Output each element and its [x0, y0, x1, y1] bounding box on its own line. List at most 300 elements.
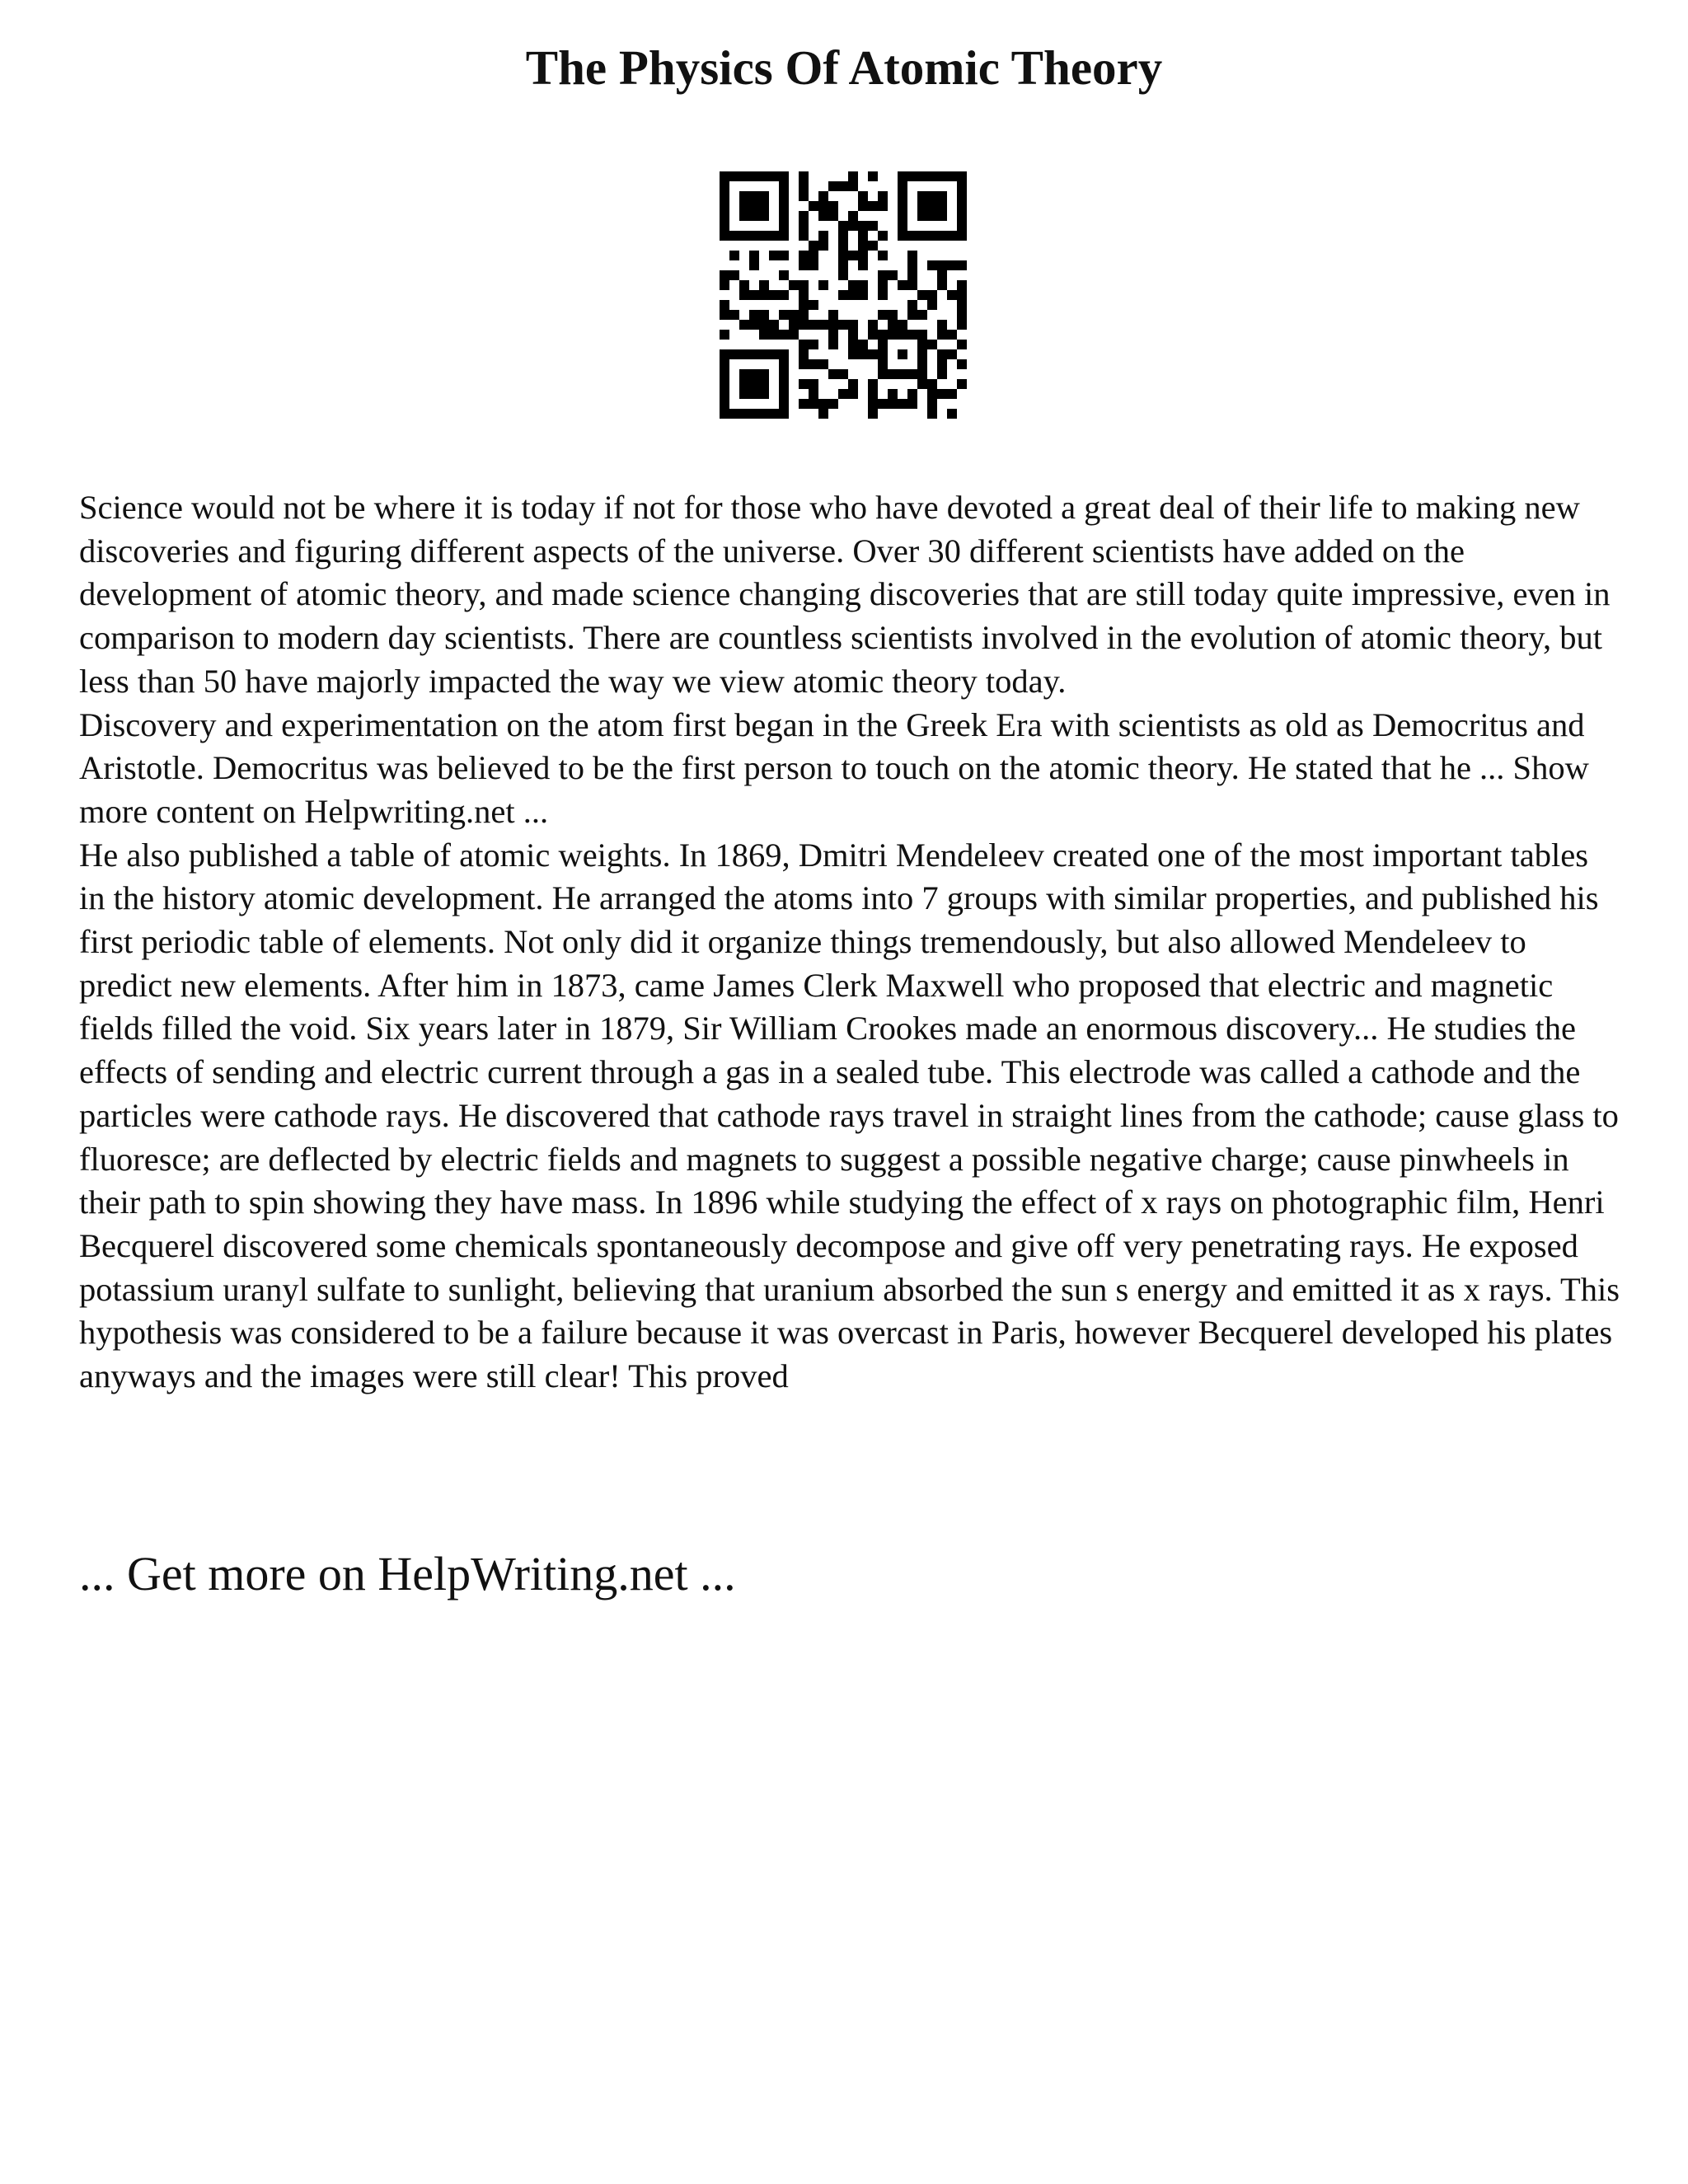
- qr-module: [888, 389, 898, 399]
- qr-module: [799, 221, 809, 231]
- qr-module: [848, 221, 858, 231]
- qr-module: [720, 280, 729, 290]
- qr-module: [947, 330, 957, 340]
- qr-module: [809, 320, 818, 330]
- qr-module: [878, 340, 888, 349]
- qr-module: [799, 320, 809, 330]
- qr-module: [898, 349, 907, 359]
- qr-module: [759, 231, 769, 241]
- qr-module: [779, 270, 789, 280]
- qr-module: [848, 171, 858, 181]
- qr-module: [868, 171, 878, 181]
- qr-module: [957, 231, 967, 241]
- qr-module: [888, 310, 898, 320]
- qr-module: [799, 359, 809, 369]
- qr-module: [917, 340, 927, 349]
- qr-module: [769, 330, 779, 340]
- qr-module: [779, 330, 789, 340]
- qr-module: [947, 290, 957, 300]
- qr-module: [927, 211, 937, 221]
- qr-module: [809, 389, 818, 399]
- qr-module: [898, 399, 907, 409]
- qr-module: [749, 191, 759, 201]
- qr-module: [779, 409, 789, 419]
- qr-module: [739, 379, 749, 389]
- qr-module: [759, 379, 769, 389]
- qr-module: [838, 290, 848, 300]
- qr-module: [759, 389, 769, 399]
- qr-module: [957, 191, 967, 201]
- qr-module: [809, 300, 818, 310]
- qr-module: [878, 231, 888, 241]
- qr-module: [799, 280, 809, 290]
- qr-module: [739, 409, 749, 419]
- qr-module: [957, 181, 967, 191]
- qr-module: [858, 280, 868, 290]
- qr-module: [749, 379, 759, 389]
- qr-module: [898, 171, 907, 181]
- qr-code-graphic: [720, 171, 967, 419]
- qr-module: [937, 280, 947, 290]
- qr-module: [799, 290, 809, 300]
- qr-module: [878, 310, 888, 320]
- page-title: The Physics Of Atomic Theory: [525, 40, 1163, 95]
- qr-module: [927, 399, 937, 409]
- qr-module: [868, 409, 878, 419]
- qr-module: [937, 389, 947, 399]
- qr-module: [917, 349, 927, 359]
- qr-module: [799, 349, 809, 359]
- qr-module: [779, 369, 789, 379]
- qr-module: [720, 330, 729, 340]
- qr-module: [878, 191, 888, 201]
- qr-module: [927, 300, 937, 310]
- qr-module: [779, 310, 789, 320]
- qr-module: [749, 320, 759, 330]
- qr-module: [749, 211, 759, 221]
- qr-module: [818, 359, 828, 369]
- qr-module: [759, 349, 769, 359]
- qr-module: [937, 171, 947, 181]
- qr-module: [769, 349, 779, 359]
- qr-module: [739, 191, 749, 201]
- qr-module: [937, 359, 947, 369]
- qr-module: [779, 379, 789, 389]
- qr-module: [927, 379, 937, 389]
- qr-module: [907, 310, 917, 320]
- qr-module: [720, 231, 729, 241]
- qr-module: [937, 369, 947, 379]
- qr-module: [809, 379, 818, 389]
- qr-module: [838, 270, 848, 280]
- qr-module: [858, 260, 868, 270]
- qr-module: [878, 280, 888, 290]
- qr-module: [957, 211, 967, 221]
- qr-module: [858, 221, 868, 231]
- qr-module: [907, 389, 917, 399]
- qr-module: [957, 359, 967, 369]
- qr-module: [720, 389, 729, 399]
- qr-module: [809, 359, 818, 369]
- qr-module: [907, 171, 917, 181]
- qr-module: [720, 211, 729, 221]
- qr-module: [779, 201, 789, 211]
- paragraph-history: He also published a table of atomic weights. In 1869, Dmitri Mendeleev created one of the most important tables in the history atomic development. He arranged the atoms into 7 groups with similar properties, and published his first periodic table of elements. Not only did it organize things tremendously, but also allowed Mendeleev to predict new elements. After him in 1873, came James Clerk Maxwell who proposed that electric and magnetic fields filled the void. Six years later in 1879, Sir William Crookes made an enormous discovery... He studies the effects of sending and electric current through a gas in a sealed tube. This electrode was called a cathode and the particles were cathode rays. He discovered that cathode rays travel in straight lines from the cathode; cause glass to fluoresce; are deflected by electric fields and magnets to suggest a possible negative charge; cause pinwheels in their path to spin showing they have mass. In 1896 while studying the effect of x rays on photographic film, Henri Becquerel discovered some chemicals spontaneously decompose and give off very penetrating rays. He exposed potassium uranyl sulfate to sunlight, believing that uranium absorbed the sun s energy and emitted it as x rays. This hypothesis was considered to be a failure because it was overcast in Paris, however Becquerel developed his plates anyways and the images were still clear! This proved: [79, 836, 1620, 1395]
- qr-module: [799, 211, 809, 221]
- qr-module: [907, 270, 917, 280]
- qr-module: [759, 201, 769, 211]
- qr-module: [739, 320, 749, 330]
- qr-module: [720, 181, 729, 191]
- qr-module: [888, 270, 898, 280]
- get-more-link[interactable]: ... Get more on HelpWriting.net ...: [79, 1547, 736, 1601]
- qr-module: [779, 399, 789, 409]
- qr-module: [838, 251, 848, 260]
- qr-module: [828, 181, 838, 191]
- qr-module: [828, 330, 838, 340]
- article-body: [79, 486, 1620, 1399]
- qr-module: [838, 181, 848, 191]
- qr-module: [957, 300, 967, 310]
- qr-module: [779, 221, 789, 231]
- qr-module: [720, 379, 729, 389]
- qr-module: [898, 369, 907, 379]
- qr-module: [868, 399, 878, 409]
- qr-module: [759, 191, 769, 201]
- qr-module: [779, 181, 789, 191]
- qr-module: [799, 171, 809, 181]
- qr-module: [898, 211, 907, 221]
- qr-module: [739, 369, 749, 379]
- qr-module: [868, 241, 878, 251]
- qr-module: [838, 241, 848, 251]
- qr-module: [828, 399, 838, 409]
- qr-module: [799, 181, 809, 191]
- qr-module: [769, 231, 779, 241]
- qr-module: [947, 231, 957, 241]
- qr-module: [779, 251, 789, 260]
- qr-module: [848, 280, 858, 290]
- qr-module: [848, 379, 858, 389]
- paragraph-intro: Science would not be where it is today if not for those who have devoted a great deal of their life to making new discoveries and figuring different aspects of the universe. Over 30 different scientists have added on the development of atomic theory, and made science changing discoveries that are still today quite impressive, even in comparison to modern day scientists. There are countless scientists involved in the evolution of atomic theory, but less than 50 have majorly impacted the way we view atomic theory today.: [79, 489, 1611, 700]
- qr-module: [957, 320, 967, 330]
- qr-module: [868, 349, 878, 359]
- qr-module: [848, 211, 858, 221]
- qr-module: [749, 171, 759, 181]
- qr-module: [779, 231, 789, 241]
- qr-module: [937, 330, 947, 340]
- qr-module: [917, 191, 927, 201]
- qr-module: [838, 369, 848, 379]
- qr-module: [878, 330, 888, 340]
- qr-module: [858, 191, 868, 201]
- qr-module: [858, 349, 868, 359]
- qr-module: [848, 389, 858, 399]
- qr-module: [759, 409, 769, 419]
- qr-module: [937, 231, 947, 241]
- qr-module: [917, 330, 927, 340]
- qr-module: [957, 340, 967, 349]
- qr-module: [769, 409, 779, 419]
- qr-module: [779, 389, 789, 399]
- qr-module: [818, 280, 828, 290]
- qr-module: [809, 251, 818, 260]
- qr-module: [848, 181, 858, 191]
- qr-module: [809, 201, 818, 211]
- qr-module: [729, 231, 739, 241]
- qr-module: [779, 211, 789, 221]
- qr-module: [917, 211, 927, 221]
- qr-module: [898, 181, 907, 191]
- qr-module: [739, 389, 749, 399]
- qr-module: [858, 241, 868, 251]
- qr-module: [759, 171, 769, 181]
- qr-module: [888, 399, 898, 409]
- qr-module: [769, 290, 779, 300]
- qr-module: [848, 290, 858, 300]
- qr-module: [878, 369, 888, 379]
- qr-module: [957, 280, 967, 290]
- qr-module: [838, 231, 848, 241]
- qr-module: [799, 379, 809, 389]
- qr-module: [937, 201, 947, 211]
- qr-module: [848, 320, 858, 330]
- qr-module: [848, 340, 858, 349]
- qr-module: [749, 409, 759, 419]
- qr-module: [720, 369, 729, 379]
- qr-module: [729, 171, 739, 181]
- qr-module: [868, 389, 878, 399]
- qr-module: [858, 290, 868, 300]
- qr-module: [907, 369, 917, 379]
- qr-module: [799, 191, 809, 201]
- qr-module: [799, 340, 809, 349]
- qr-module: [769, 171, 779, 181]
- qr-module: [809, 241, 818, 251]
- qr-module: [858, 340, 868, 349]
- qr-module: [749, 310, 759, 320]
- qr-module: [957, 379, 967, 389]
- qr-module: [838, 320, 848, 330]
- qr-module: [838, 389, 848, 399]
- qr-module: [917, 310, 927, 320]
- qr-module: [720, 399, 729, 409]
- qr-module: [799, 310, 809, 320]
- qr-module: [729, 270, 739, 280]
- qr-module: [957, 310, 967, 320]
- qr-module: [828, 340, 838, 349]
- qr-module: [818, 399, 828, 409]
- qr-module: [729, 310, 739, 320]
- qr-module: [759, 369, 769, 379]
- qr-module: [828, 310, 838, 320]
- qr-module: [739, 201, 749, 211]
- qr-module: [848, 330, 858, 340]
- qr-module: [898, 201, 907, 211]
- qr-module: [947, 260, 957, 270]
- qr-module: [749, 349, 759, 359]
- qr-module: [927, 171, 937, 181]
- qr-module: [779, 171, 789, 181]
- qr-module: [878, 290, 888, 300]
- qr-module: [957, 260, 967, 270]
- qr-module: [789, 310, 799, 320]
- qr-module: [759, 290, 769, 300]
- qr-module: [720, 359, 729, 369]
- qr-module: [878, 359, 888, 369]
- qr-module: [809, 260, 818, 270]
- qr-module: [947, 171, 957, 181]
- qr-module: [828, 369, 838, 379]
- qr-module: [907, 330, 917, 340]
- qr-module: [957, 221, 967, 231]
- qr-module: [898, 280, 907, 290]
- qr-module: [759, 330, 769, 340]
- qr-module: [739, 349, 749, 359]
- qr-module: [828, 211, 838, 221]
- qr-module: [739, 280, 749, 290]
- qr-module: [720, 310, 729, 320]
- qr-module: [878, 349, 888, 359]
- qr-module: [828, 320, 838, 330]
- qr-module: [927, 201, 937, 211]
- qr-module: [907, 280, 917, 290]
- qr-module: [739, 231, 749, 241]
- qr-module: [779, 290, 789, 300]
- qr-module: [799, 251, 809, 260]
- qr-module: [927, 340, 937, 349]
- qr-module: [739, 211, 749, 221]
- qr-module: [759, 211, 769, 221]
- qr-module: [927, 260, 937, 270]
- qr-module: [789, 280, 799, 290]
- qr-module: [937, 349, 947, 359]
- qr-module: [749, 290, 759, 300]
- qr-module: [937, 191, 947, 201]
- qr-module: [937, 211, 947, 221]
- qr-module: [898, 231, 907, 241]
- qr-module: [818, 231, 828, 241]
- qr-module: [868, 221, 878, 231]
- qr-module: [749, 201, 759, 211]
- qr-module: [937, 320, 947, 330]
- qr-module: [927, 191, 937, 201]
- qr-module: [838, 260, 848, 270]
- qr-module: [818, 201, 828, 211]
- qr-code-image[interactable]: [720, 171, 967, 419]
- qr-module: [898, 320, 907, 330]
- qr-module: [888, 320, 898, 330]
- qr-module: [749, 260, 759, 270]
- qr-module: [947, 349, 957, 359]
- qr-module: [749, 389, 759, 399]
- qr-module: [739, 290, 749, 300]
- qr-module: [848, 251, 858, 260]
- qr-module: [828, 201, 838, 211]
- qr-module: [720, 349, 729, 359]
- qr-module: [898, 191, 907, 201]
- qr-module: [848, 349, 858, 359]
- qr-module: [868, 320, 878, 330]
- qr-module: [917, 379, 927, 389]
- qr-module: [907, 231, 917, 241]
- qr-module: [818, 211, 828, 221]
- qr-module: [729, 251, 739, 260]
- paragraph-greek-era: Discovery and experimentation on the atom first began in the Greek Era with scientists as old as Democritus and Aristotle. Democritus was believed to be the first person to touch on the atomic theory. He stated that he ... Show more content on Helpwriting.net ...: [79, 705, 1589, 830]
- qr-module: [947, 409, 957, 419]
- qr-module: [858, 201, 868, 211]
- qr-module: [927, 389, 937, 399]
- qr-module: [868, 330, 878, 340]
- qr-module: [809, 340, 818, 349]
- qr-module: [779, 349, 789, 359]
- qr-module: [818, 191, 828, 201]
- qr-module: [907, 300, 917, 310]
- qr-module: [917, 171, 927, 181]
- qr-module: [957, 290, 967, 300]
- qr-module: [878, 270, 888, 280]
- qr-module: [799, 231, 809, 241]
- qr-module: [749, 251, 759, 260]
- qr-module: [818, 320, 828, 330]
- qr-module: [720, 191, 729, 201]
- qr-module: [937, 270, 947, 280]
- qr-module: [888, 330, 898, 340]
- qr-module: [957, 171, 967, 181]
- qr-module: [927, 409, 937, 419]
- qr-module: [759, 320, 769, 330]
- qr-module: [779, 359, 789, 369]
- qr-module: [818, 241, 828, 251]
- qr-module: [720, 171, 729, 181]
- qr-module: [907, 251, 917, 260]
- qr-module: [749, 369, 759, 379]
- qr-module: [809, 399, 818, 409]
- qr-module: [720, 270, 729, 280]
- qr-module: [729, 349, 739, 359]
- qr-module: [720, 300, 729, 310]
- qr-module: [769, 251, 779, 260]
- qr-module: [917, 290, 927, 300]
- qr-module: [868, 201, 878, 211]
- qr-module: [769, 320, 779, 330]
- qr-module: [759, 280, 769, 290]
- qr-module: [888, 369, 898, 379]
- qr-module: [759, 310, 769, 320]
- qr-module: [947, 389, 957, 399]
- qr-module: [898, 221, 907, 231]
- qr-module: [878, 251, 888, 260]
- qr-module: [720, 409, 729, 419]
- qr-module: [937, 260, 947, 270]
- qr-module: [927, 231, 937, 241]
- qr-module: [799, 260, 809, 270]
- qr-module: [789, 330, 799, 340]
- qr-module: [720, 201, 729, 211]
- qr-module: [779, 191, 789, 201]
- qr-module: [720, 221, 729, 231]
- qr-module: [858, 231, 868, 241]
- qr-module: [878, 201, 888, 211]
- qr-module: [927, 290, 937, 300]
- qr-module: [917, 231, 927, 241]
- qr-module: [729, 409, 739, 419]
- qr-module: [799, 300, 809, 310]
- qr-module: [749, 231, 759, 241]
- qr-module: [917, 359, 927, 369]
- qr-module: [818, 409, 828, 419]
- qr-module: [868, 379, 878, 389]
